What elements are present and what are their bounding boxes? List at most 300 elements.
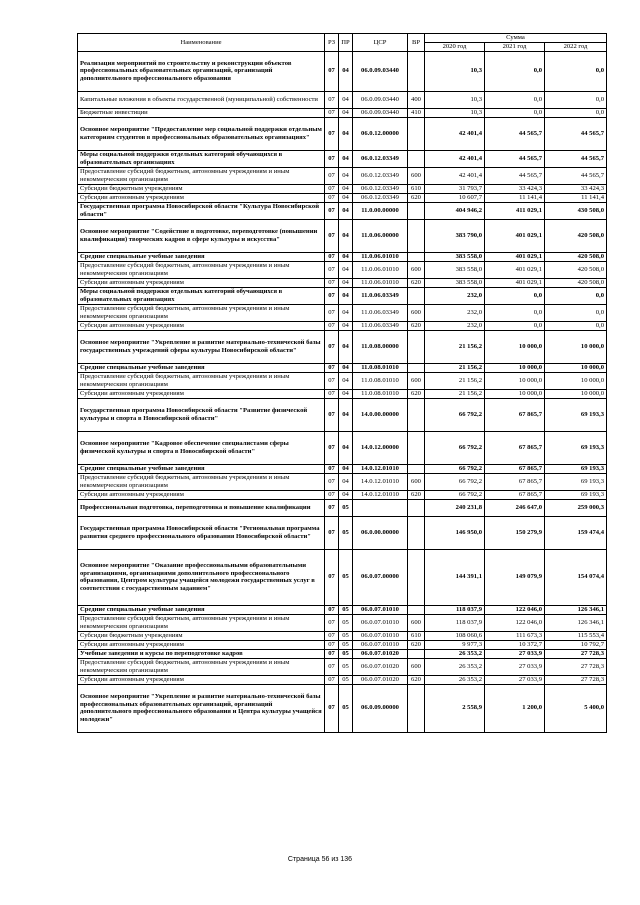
row-csr: 11.0.06.03349 (353, 304, 408, 321)
row-name: Капитальные вложения в объекты государственной (муниципальной) собственности (78, 91, 325, 108)
row-rz: 07 (325, 431, 339, 464)
row-amount-2022: 27 728,3 (545, 675, 607, 684)
row-pr: 04 (339, 363, 353, 372)
row-pr: 05 (339, 658, 353, 675)
row-pr: 05 (339, 549, 353, 605)
row-amount-2021: 246 647,0 (485, 499, 545, 516)
row-amount-2020: 66 792,2 (425, 398, 485, 431)
row-name: Субсидии автономным учреждениям (78, 490, 325, 499)
row-amount-2021: 27 033,9 (485, 675, 545, 684)
row-name: Меры социальной поддержки отдельных категорий обучающихся в образовательных организациях (78, 287, 325, 304)
row-pr: 05 (339, 614, 353, 631)
table-row (78, 490, 607, 499)
table-row (78, 321, 607, 330)
row-name: Основное мероприятие "Содействие в подготовке, переподготовке (повышении квалификации) творческих кадров в сфере культуры и искусства" (78, 219, 325, 252)
row-vr: 620 (408, 278, 425, 287)
row-vr: 410 (408, 108, 425, 117)
row-csr: 11.0.06.01010 (353, 278, 408, 287)
table-row (78, 261, 607, 278)
column-header-rz: РЗ (325, 34, 339, 52)
row-pr: 04 (339, 117, 353, 150)
row-rz: 07 (325, 372, 339, 389)
row-name: Основное мероприятие "Оказание профессиональными образовательными организациями, организациями дополнительного профессионального образования, Центром культуры учащейся молодежи государственных услуг в соответствии с государственным заданием" (78, 549, 325, 605)
row-amount-2020: 10,3 (425, 108, 485, 117)
row-vr: 620 (408, 193, 425, 202)
row-amount-2020: 232,0 (425, 321, 485, 330)
row-name: Основное мероприятие "Предоставление мер социальной поддержки отдельным категориям студентов в профессиональных образовательных организациях" (78, 117, 325, 150)
row-vr (408, 684, 425, 732)
row-amount-2020: 240 231,8 (425, 499, 485, 516)
row-rz: 07 (325, 202, 339, 219)
row-name: Бюджетные инвестиции (78, 108, 325, 117)
row-vr (408, 549, 425, 605)
row-amount-2022: 69 193,3 (545, 464, 607, 473)
table-row (78, 499, 607, 516)
row-rz: 07 (325, 51, 339, 91)
table-row (78, 51, 607, 91)
table-row (78, 202, 607, 219)
row-amount-2020: 31 793,7 (425, 184, 485, 193)
table-row (78, 614, 607, 631)
row-amount-2022: 154 074,4 (545, 549, 607, 605)
row-pr: 05 (339, 605, 353, 614)
row-amount-2021: 150 279,9 (485, 516, 545, 549)
row-name: Средние специальные учебные заведения (78, 464, 325, 473)
column-header-sum: Сумма (425, 34, 607, 43)
column-header-year-2021: 2021 год (485, 42, 545, 51)
row-amount-2022: 10 792,7 (545, 640, 607, 649)
column-header-name: Наименование (78, 34, 325, 52)
row-pr: 04 (339, 167, 353, 184)
row-amount-2022: 0,0 (545, 304, 607, 321)
row-amount-2020: 383 558,0 (425, 252, 485, 261)
budget-table (77, 33, 607, 733)
row-name: Субсидии бюджетным учреждениям (78, 184, 325, 193)
row-csr: 11.0.06.00000 (353, 219, 408, 252)
row-vr (408, 150, 425, 167)
row-rz: 07 (325, 658, 339, 675)
row-pr: 05 (339, 649, 353, 658)
row-amount-2022: 10 000,0 (545, 389, 607, 398)
row-amount-2021: 67 865,7 (485, 398, 545, 431)
row-amount-2020: 21 156,2 (425, 363, 485, 372)
row-csr: 11.0.06.03349 (353, 321, 408, 330)
row-amount-2022: 44 565,7 (545, 150, 607, 167)
row-vr: 610 (408, 184, 425, 193)
row-amount-2021: 122 046,0 (485, 614, 545, 631)
row-name: Реализация мероприятий по строительству и реконструкции объектов профессиональных образовательных организаций, организаций дополнительного профессионального образования (78, 51, 325, 91)
row-amount-2021: 0,0 (485, 287, 545, 304)
row-name: Основное мероприятие "Кадровое обеспечение специалистами сферы физической культуры и спорта в Новосибирской области" (78, 431, 325, 464)
row-csr (353, 499, 408, 516)
row-name: Государственная программа Новосибирской области "Культура Новосибирской области" (78, 202, 325, 219)
row-vr (408, 252, 425, 261)
table-row (78, 398, 607, 431)
table-row (78, 167, 607, 184)
row-amount-2021: 44 565,7 (485, 117, 545, 150)
row-name: Средние специальные учебные заведения (78, 363, 325, 372)
row-rz: 07 (325, 321, 339, 330)
row-csr: 14.0.00.00000 (353, 398, 408, 431)
row-rz: 07 (325, 640, 339, 649)
row-pr: 04 (339, 330, 353, 363)
row-rz: 07 (325, 464, 339, 473)
row-vr (408, 202, 425, 219)
row-csr: 11.0.08.01010 (353, 363, 408, 372)
row-amount-2020: 383 558,0 (425, 278, 485, 287)
row-vr (408, 464, 425, 473)
row-csr: 06.0.09.03440 (353, 91, 408, 108)
row-amount-2022: 430 508,0 (545, 202, 607, 219)
row-amount-2020: 66 792,2 (425, 473, 485, 490)
row-rz: 07 (325, 91, 339, 108)
row-amount-2021: 67 865,7 (485, 464, 545, 473)
row-csr: 14.0.12.01010 (353, 464, 408, 473)
table-row (78, 684, 607, 732)
row-amount-2021: 33 424,3 (485, 184, 545, 193)
row-csr: 06.0.12.00000 (353, 117, 408, 150)
table-row (78, 516, 607, 549)
row-amount-2021: 401 029,1 (485, 252, 545, 261)
table-row (78, 631, 607, 640)
row-amount-2022: 0,0 (545, 321, 607, 330)
row-amount-2020: 118 037,9 (425, 605, 485, 614)
row-name: Субсидии автономным учреждениям (78, 278, 325, 287)
row-amount-2020: 66 792,2 (425, 431, 485, 464)
row-pr: 04 (339, 398, 353, 431)
row-csr: 06.0.09.00000 (353, 684, 408, 732)
row-name: Субсидии автономным учреждениям (78, 389, 325, 398)
row-amount-2021: 0,0 (485, 304, 545, 321)
row-name: Предоставление субсидий бюджетным, автономным учреждениям и иным некоммерческим организациям (78, 167, 325, 184)
row-amount-2021: 67 865,7 (485, 490, 545, 499)
row-amount-2022: 0,0 (545, 91, 607, 108)
row-amount-2021: 401 029,1 (485, 278, 545, 287)
row-name: Предоставление субсидий бюджетным, автономным учреждениям и иным некоммерческим организациям (78, 261, 325, 278)
row-amount-2022: 44 565,7 (545, 117, 607, 150)
row-rz: 07 (325, 363, 339, 372)
row-name: Субсидии автономным учреждениям (78, 675, 325, 684)
row-vr (408, 330, 425, 363)
row-vr (408, 51, 425, 91)
row-vr: 600 (408, 658, 425, 675)
row-name: Основное мероприятие "Укрепление и развитие материально-технической базы государственных учреждений сферы культуры Новосибирской области" (78, 330, 325, 363)
table-row (78, 658, 607, 675)
row-amount-2021: 44 565,7 (485, 167, 545, 184)
row-pr: 04 (339, 184, 353, 193)
row-amount-2022: 10 000,0 (545, 372, 607, 389)
row-vr (408, 499, 425, 516)
row-amount-2022: 5 400,0 (545, 684, 607, 732)
row-name: Субсидии автономным учреждениям (78, 321, 325, 330)
row-pr: 04 (339, 261, 353, 278)
row-pr: 04 (339, 108, 353, 117)
column-header-pr: ПР (339, 34, 353, 52)
row-pr: 05 (339, 516, 353, 549)
row-vr: 620 (408, 490, 425, 499)
row-amount-2020: 383 558,0 (425, 261, 485, 278)
row-vr: 610 (408, 631, 425, 640)
row-pr: 04 (339, 51, 353, 91)
row-rz: 07 (325, 499, 339, 516)
row-vr (408, 219, 425, 252)
row-amount-2021: 10 000,0 (485, 330, 545, 363)
table-row (78, 330, 607, 363)
row-csr: 06.0.07.01010 (353, 640, 408, 649)
row-amount-2022: 69 193,3 (545, 490, 607, 499)
row-rz: 07 (325, 490, 339, 499)
row-pr: 04 (339, 287, 353, 304)
row-csr: 06.0.12.03349 (353, 184, 408, 193)
row-amount-2020: 144 391,1 (425, 549, 485, 605)
row-csr: 06.0.12.03349 (353, 167, 408, 184)
row-amount-2020: 232,0 (425, 304, 485, 321)
row-amount-2022: 420 508,0 (545, 278, 607, 287)
row-amount-2020: 26 353,2 (425, 675, 485, 684)
row-rz: 07 (325, 219, 339, 252)
row-vr: 620 (408, 321, 425, 330)
row-amount-2020: 21 156,2 (425, 330, 485, 363)
table-row (78, 287, 607, 304)
row-name: Субсидии автономным учреждениям (78, 640, 325, 649)
row-amount-2022: 0,0 (545, 108, 607, 117)
row-amount-2022: 11 141,4 (545, 193, 607, 202)
row-amount-2022: 420 508,0 (545, 219, 607, 252)
row-rz: 07 (325, 287, 339, 304)
row-amount-2021: 27 033,9 (485, 649, 545, 658)
row-amount-2022: 420 508,0 (545, 252, 607, 261)
row-amount-2020: 66 792,2 (425, 464, 485, 473)
row-amount-2022: 44 565,7 (545, 167, 607, 184)
row-csr: 06.0.07.01020 (353, 649, 408, 658)
row-vr (408, 363, 425, 372)
table-row (78, 304, 607, 321)
table-row (78, 363, 607, 372)
row-amount-2021: 0,0 (485, 91, 545, 108)
row-amount-2022: 0,0 (545, 51, 607, 91)
row-vr (408, 398, 425, 431)
table-row (78, 649, 607, 658)
row-name: Субсидии автономным учреждениям (78, 193, 325, 202)
row-vr: 600 (408, 167, 425, 184)
table-row (78, 219, 607, 252)
row-rz: 07 (325, 473, 339, 490)
row-rz: 07 (325, 675, 339, 684)
row-pr: 04 (339, 91, 353, 108)
row-amount-2022: 69 193,3 (545, 431, 607, 464)
row-pr: 04 (339, 372, 353, 389)
row-amount-2021: 111 673,3 (485, 631, 545, 640)
row-csr: 06.0.09.03440 (353, 108, 408, 117)
row-name: Предоставление субсидий бюджетным, автономным учреждениям и иным некоммерческим организациям (78, 614, 325, 631)
column-header-year-2022: 2022 год (545, 42, 607, 51)
row-amount-2020: 21 156,2 (425, 372, 485, 389)
row-amount-2022: 126 346,1 (545, 614, 607, 631)
row-rz: 07 (325, 649, 339, 658)
budget-table-sheet (77, 33, 606, 733)
row-amount-2021: 0,0 (485, 51, 545, 91)
row-amount-2021: 401 029,1 (485, 261, 545, 278)
column-header-csr: ЦСР (353, 34, 408, 52)
row-amount-2021: 10 000,0 (485, 389, 545, 398)
row-pr: 05 (339, 499, 353, 516)
row-csr: 11.0.00.00000 (353, 202, 408, 219)
row-vr: 600 (408, 372, 425, 389)
row-rz: 07 (325, 184, 339, 193)
row-pr: 04 (339, 389, 353, 398)
row-pr: 04 (339, 202, 353, 219)
row-rz: 07 (325, 278, 339, 287)
table-row (78, 252, 607, 261)
row-rz: 07 (325, 193, 339, 202)
row-amount-2020: 9 977,3 (425, 640, 485, 649)
row-pr: 04 (339, 431, 353, 464)
row-amount-2022: 27 728,3 (545, 649, 607, 658)
row-pr: 04 (339, 464, 353, 473)
row-amount-2020: 26 353,2 (425, 658, 485, 675)
table-row (78, 473, 607, 490)
row-amount-2022: 126 346,1 (545, 605, 607, 614)
table-row (78, 91, 607, 108)
row-amount-2022: 115 553,4 (545, 631, 607, 640)
row-rz: 07 (325, 389, 339, 398)
row-rz: 07 (325, 684, 339, 732)
row-csr: 06.0.00.00000 (353, 516, 408, 549)
column-header-vr: ВР (408, 34, 425, 52)
row-pr: 05 (339, 631, 353, 640)
row-name: Основное мероприятие "Укрепление и развитие материально-технической базы профессиональных образовательных организаций, организаций дополнительного профессионального образования и Центра культуры учащейся молодежи" (78, 684, 325, 732)
row-name: Учебные заведения и курсы по переподготовке кадров (78, 649, 325, 658)
table-row (78, 117, 607, 150)
row-vr (408, 649, 425, 658)
row-amount-2020: 10,3 (425, 91, 485, 108)
row-pr: 05 (339, 684, 353, 732)
row-amount-2021: 149 079,9 (485, 549, 545, 605)
table-row (78, 150, 607, 167)
row-amount-2020: 42 401,4 (425, 150, 485, 167)
row-pr: 05 (339, 640, 353, 649)
row-csr: 06.0.07.01020 (353, 675, 408, 684)
row-name: Субсидии бюджетным учреждениям (78, 631, 325, 640)
table-row (78, 605, 607, 614)
row-amount-2020: 404 946,2 (425, 202, 485, 219)
table-row (78, 464, 607, 473)
row-pr: 04 (339, 321, 353, 330)
row-rz: 07 (325, 330, 339, 363)
table-row (78, 675, 607, 684)
row-amount-2022: 259 000,3 (545, 499, 607, 516)
row-amount-2021: 11 141,4 (485, 193, 545, 202)
row-name: Предоставление субсидий бюджетным, автономным учреждениям и иным некоммерческим организациям (78, 372, 325, 389)
row-rz: 07 (325, 167, 339, 184)
row-amount-2020: 383 790,0 (425, 219, 485, 252)
row-vr (408, 516, 425, 549)
row-pr: 04 (339, 278, 353, 287)
row-csr: 14.0.12.01010 (353, 473, 408, 490)
table-row (78, 108, 607, 117)
row-csr: 11.0.06.01010 (353, 252, 408, 261)
row-vr (408, 605, 425, 614)
row-name: Предоставление субсидий бюджетным, автономным учреждениям и иным некоммерческим организациям (78, 473, 325, 490)
row-vr: 600 (408, 261, 425, 278)
row-amount-2020: 42 401,4 (425, 117, 485, 150)
row-amount-2021: 411 029,1 (485, 202, 545, 219)
row-amount-2021: 0,0 (485, 108, 545, 117)
table-row (78, 372, 607, 389)
table-row (78, 184, 607, 193)
row-amount-2020: 108 060,6 (425, 631, 485, 640)
table-row (78, 278, 607, 287)
row-csr: 11.0.08.00000 (353, 330, 408, 363)
row-csr: 11.0.06.01010 (353, 261, 408, 278)
table-row (78, 640, 607, 649)
row-name: Профессиональная подготовка, переподготовка и повышение квалификации (78, 499, 325, 516)
row-amount-2022: 159 474,4 (545, 516, 607, 549)
row-rz: 07 (325, 252, 339, 261)
row-rz: 07 (325, 516, 339, 549)
row-csr: 06.0.07.00000 (353, 549, 408, 605)
row-amount-2022: 0,0 (545, 287, 607, 304)
row-csr: 06.0.07.01010 (353, 614, 408, 631)
row-csr: 06.0.12.03349 (353, 193, 408, 202)
row-vr: 620 (408, 389, 425, 398)
row-rz: 07 (325, 261, 339, 278)
row-amount-2020: 118 037,9 (425, 614, 485, 631)
row-rz: 07 (325, 304, 339, 321)
row-csr: 11.0.08.01010 (353, 372, 408, 389)
row-pr: 04 (339, 490, 353, 499)
row-csr: 14.0.12.00000 (353, 431, 408, 464)
row-rz: 07 (325, 631, 339, 640)
row-name: Средние специальные учебные заведения (78, 605, 325, 614)
column-header-year-2020: 2020 год (425, 42, 485, 51)
row-vr: 620 (408, 640, 425, 649)
table-row (78, 193, 607, 202)
row-vr (408, 117, 425, 150)
row-vr: 600 (408, 473, 425, 490)
row-amount-2020: 21 156,2 (425, 389, 485, 398)
row-name: Государственная программа Новосибирской области "Региональная программа развития среднего профессионального образования Новосибирской области" (78, 516, 325, 549)
row-amount-2020: 10,3 (425, 51, 485, 91)
row-amount-2022: 69 193,3 (545, 473, 607, 490)
row-rz: 07 (325, 398, 339, 431)
row-csr: 06.0.07.01010 (353, 605, 408, 614)
table-row (78, 389, 607, 398)
row-csr: 14.0.12.01010 (353, 490, 408, 499)
row-amount-2020: 146 950,0 (425, 516, 485, 549)
row-rz: 07 (325, 549, 339, 605)
row-csr: 06.0.07.01010 (353, 631, 408, 640)
row-pr: 05 (339, 675, 353, 684)
row-pr: 04 (339, 252, 353, 261)
row-amount-2021: 0,0 (485, 321, 545, 330)
row-amount-2021: 44 565,7 (485, 150, 545, 167)
row-rz: 07 (325, 614, 339, 631)
row-amount-2022: 27 728,3 (545, 658, 607, 675)
row-rz: 07 (325, 605, 339, 614)
row-name: Государственная программа Новосибирской области "Развитие физической культуры и спорта в Новосибирской области" (78, 398, 325, 431)
row-amount-2021: 10 372,7 (485, 640, 545, 649)
row-amount-2020: 26 353,2 (425, 649, 485, 658)
row-rz: 07 (325, 150, 339, 167)
row-name: Средние специальные учебные заведения (78, 252, 325, 261)
row-name: Предоставление субсидий бюджетным, автономным учреждениям и иным некоммерческим организациям (78, 658, 325, 675)
row-csr: 06.0.09.03440 (353, 51, 408, 91)
table-row (78, 549, 607, 605)
row-pr: 04 (339, 193, 353, 202)
row-amount-2020: 232,0 (425, 287, 485, 304)
row-amount-2021: 122 046,0 (485, 605, 545, 614)
